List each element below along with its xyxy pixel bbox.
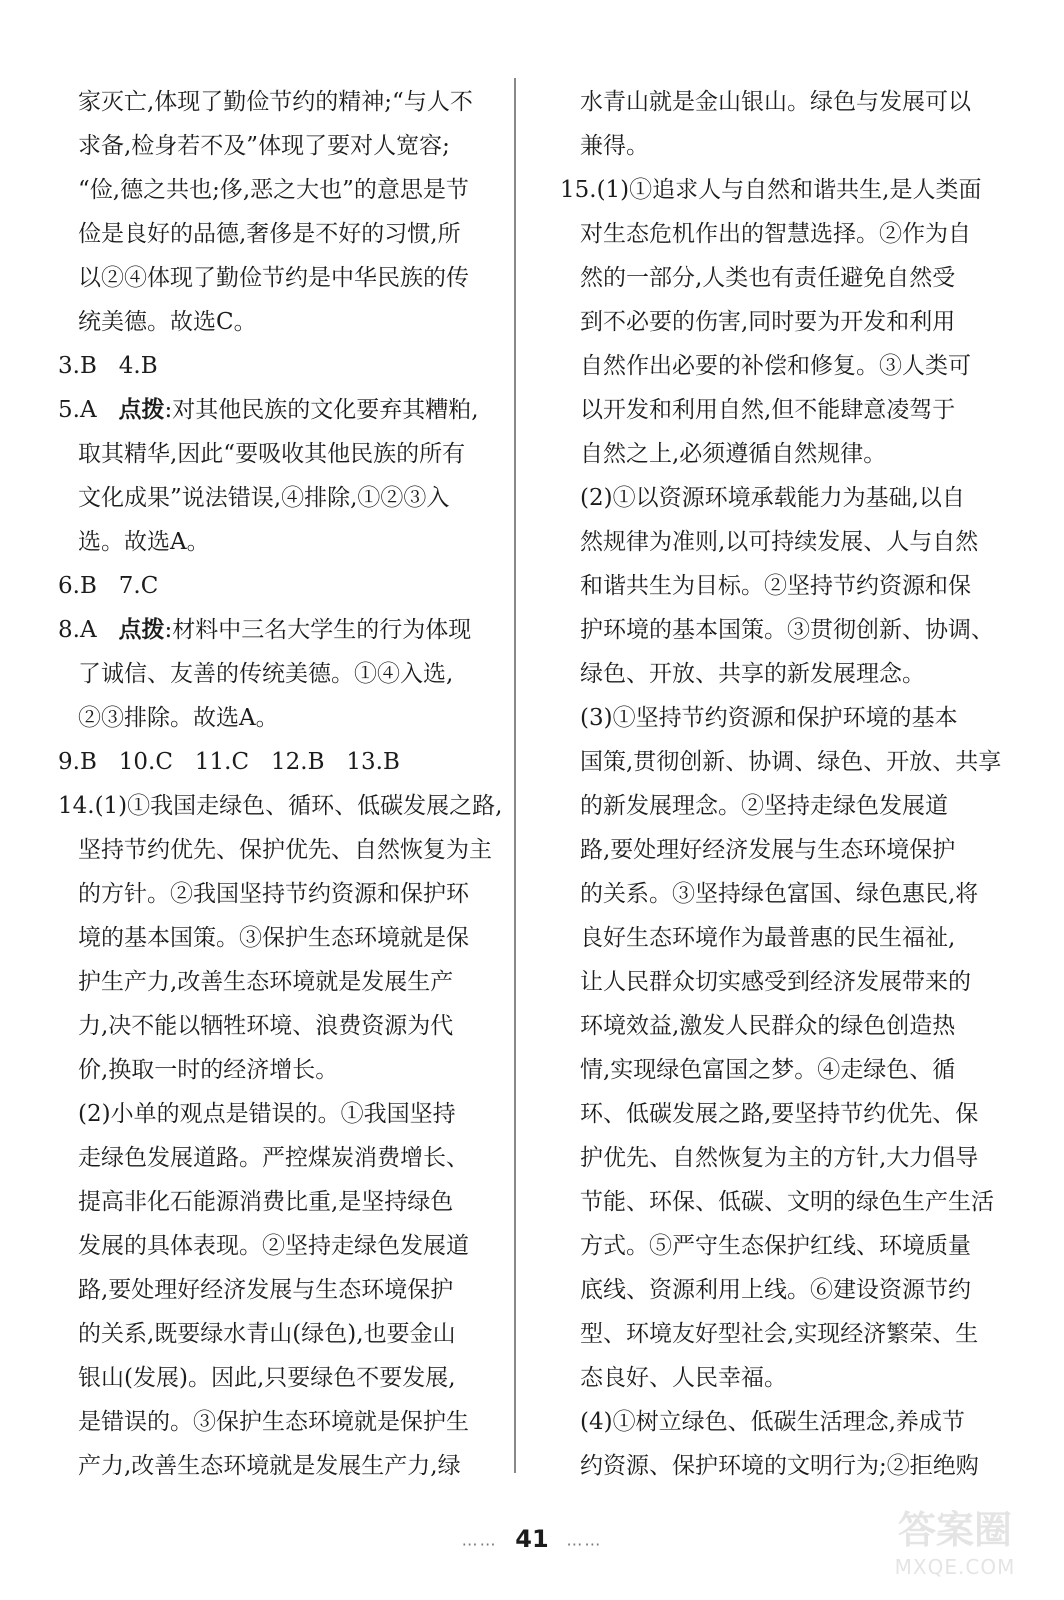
- text-line: ②③排除。故选A。: [78, 705, 279, 731]
- text-line: 家灭亡,体现了勤俭节约的精神;“与人不: [78, 89, 473, 115]
- footer-dots-left: ……: [461, 1530, 498, 1550]
- text-line: 是错误的。③保护生态环境就是保护生: [78, 1409, 469, 1435]
- text-line: 产力,改善生态环境就是发展生产力,绿: [78, 1453, 461, 1479]
- hint-text: :对其他民族的文化要弃其糟粕,: [164, 397, 479, 423]
- text-line: 走绿色发展道路。严控煤炭消费增长、: [78, 1145, 469, 1171]
- hint-label: 点拨: [118, 396, 165, 423]
- text-line: 自然作出必要的补偿和修复。③人类可: [580, 353, 971, 379]
- text-line: 价,换取一时的经济增长。: [78, 1057, 339, 1083]
- text-line: 银山(发展)。因此,只要绿色不要发展,: [78, 1365, 456, 1391]
- text-line: 情,实现绿色富国之梦。④走绿色、循: [580, 1057, 956, 1083]
- text-line: 的新发展理念。②坚持走绿色发展道: [580, 793, 948, 819]
- text-line: 统美德。故选C。: [78, 309, 257, 335]
- text-line: 护环境的基本国策。③贯彻创新、协调、: [580, 617, 994, 643]
- text-line: 力,决不能以牺牲环境、浪费资源为代: [78, 1013, 454, 1039]
- text-line: 和谐共生为目标。②坚持节约资源和保: [580, 573, 971, 599]
- text-line: 境的基本国策。③保护生态环境就是保: [78, 925, 469, 951]
- text-line: 的关系。③坚持绿色富国、绿色惠民,将: [580, 881, 979, 907]
- text-line: 底线、资源利用上线。⑥建设资源节约: [580, 1277, 971, 1303]
- text-line: 取其精华,因此“要吸收其他民族的所有: [78, 441, 466, 467]
- text-line: 选。故选A。: [78, 529, 210, 555]
- watermark-logo: [880, 1505, 1030, 1590]
- text-line: 环境效益,激发人民群众的绿色创造热: [580, 1013, 956, 1039]
- text-line: 让人民群众切实感受到经济发展带来的: [580, 969, 971, 995]
- text-line: 求备,检身若不及”体现了要对人宽容;: [78, 133, 450, 159]
- text-line: 的关系,既要绿水青山(绿色),也要金山: [78, 1321, 456, 1347]
- watermark-title: 答案圈: [897, 1508, 1012, 1552]
- text-line: (2)小单的观点是错误的。①我国坚持: [78, 1101, 456, 1127]
- text-line: 到不必要的伤害,同时要为开发和利用: [580, 309, 956, 335]
- text-line: 方式。⑤严守生态保护红线、环境质量: [580, 1233, 971, 1259]
- text-line: 对生态危机作出的智慧选择。②作为自: [580, 221, 971, 247]
- text-line: 环、低碳发展之路,要坚持节约优先、保: [580, 1101, 979, 1127]
- text-line: [58, 608, 486, 652]
- text-line: [58, 388, 486, 432]
- text-line: 俭是良好的品德,奢侈是不好的习惯,所: [78, 221, 461, 247]
- column-divider: [514, 78, 516, 1473]
- text-line: 然规律为准则,以可持续发展、人与自然: [580, 529, 979, 555]
- watermark-url: MXQE.COM: [894, 1555, 1016, 1579]
- question-number: 8.A: [58, 617, 119, 643]
- text-line: 提高非化石能源消费比重,是坚持绿色: [78, 1189, 454, 1215]
- text-line: 节能、环保、低碳、文明的绿色生产生活: [580, 1189, 994, 1215]
- text-line: 发展的具体表现。②坚持走绿色发展道: [78, 1233, 469, 1259]
- text-line: 国策,贯彻创新、协调、绿色、开放、共享: [580, 749, 1002, 775]
- page-number: 41: [515, 1525, 549, 1553]
- text-line: 了诚信、友善的传统美德。①④入选,: [78, 661, 454, 687]
- text-line: 自然之上,必须遵循自然规律。: [580, 441, 887, 467]
- text-line: 14.(1)①我国走绿色、循环、低碳发展之路,: [58, 793, 503, 819]
- text-line: 态良好、人民幸福。: [580, 1365, 787, 1391]
- text-line: (4)①树立绿色、低碳生活理念,养成节: [580, 1409, 965, 1435]
- right-column: [560, 80, 1002, 1488]
- text-line: 6.B 7.C: [58, 573, 159, 599]
- text-line: 文化成果”说法错误,④排除,①②③入: [78, 485, 450, 511]
- text-line: 水青山就是金山银山。绿色与发展可以: [580, 89, 971, 115]
- text-line: 兼得。: [580, 133, 649, 159]
- text-line: 的方针。②我国坚持节约资源和保护环: [78, 881, 469, 907]
- text-line: 绿色、开放、共享的新发展理念。: [580, 661, 925, 687]
- hint-text: :材料中三名大学生的行为体现: [164, 617, 472, 643]
- text-line: (3)①坚持节约资源和保护环境的基本: [580, 705, 958, 731]
- text-line: 15.(1)①追求人与自然和谐共生,是人类面: [560, 177, 982, 203]
- text-line: 坚持节约优先、保护优先、自然恢复为主: [78, 837, 492, 863]
- text-line: 护优先、自然恢复为主的方针,大力倡导: [580, 1145, 979, 1171]
- text-line: “俭,德之共也;侈,恶之大也”的意思是节: [78, 177, 469, 203]
- text-line: 以②④体现了勤俭节约是中华民族的传: [78, 265, 469, 291]
- text-line: 9.B 10.C 11.C 12.B 13.B: [58, 749, 400, 775]
- text-line: 路,要处理好经济发展与生态环境保护: [580, 837, 956, 863]
- text-line: 路,要处理好经济发展与生态环境保护: [78, 1277, 454, 1303]
- text-line: 型、环境友好型社会,实现经济繁荣、生: [580, 1321, 979, 1347]
- text-line: 然的一部分,人类也有责任避免自然受: [580, 265, 956, 291]
- text-line: 3.B 4.B: [58, 353, 158, 379]
- footer-dots-right: ……: [566, 1530, 603, 1550]
- hint-label: 点拨: [118, 616, 165, 643]
- text-line: 以开发和利用自然,但不能肆意凌驾于: [580, 397, 956, 423]
- left-column: [58, 80, 503, 1488]
- text-line: (2)①以资源环境承载能力为基础,以自: [580, 485, 965, 511]
- text-line: 护生产力,改善生态环境就是发展生产: [78, 969, 454, 995]
- text-line: 约资源、保护环境的文明行为;②拒绝购: [580, 1453, 979, 1479]
- question-number: 5.A: [58, 397, 119, 423]
- text-line: 良好生态环境作为最普惠的民生福祉,: [580, 925, 956, 951]
